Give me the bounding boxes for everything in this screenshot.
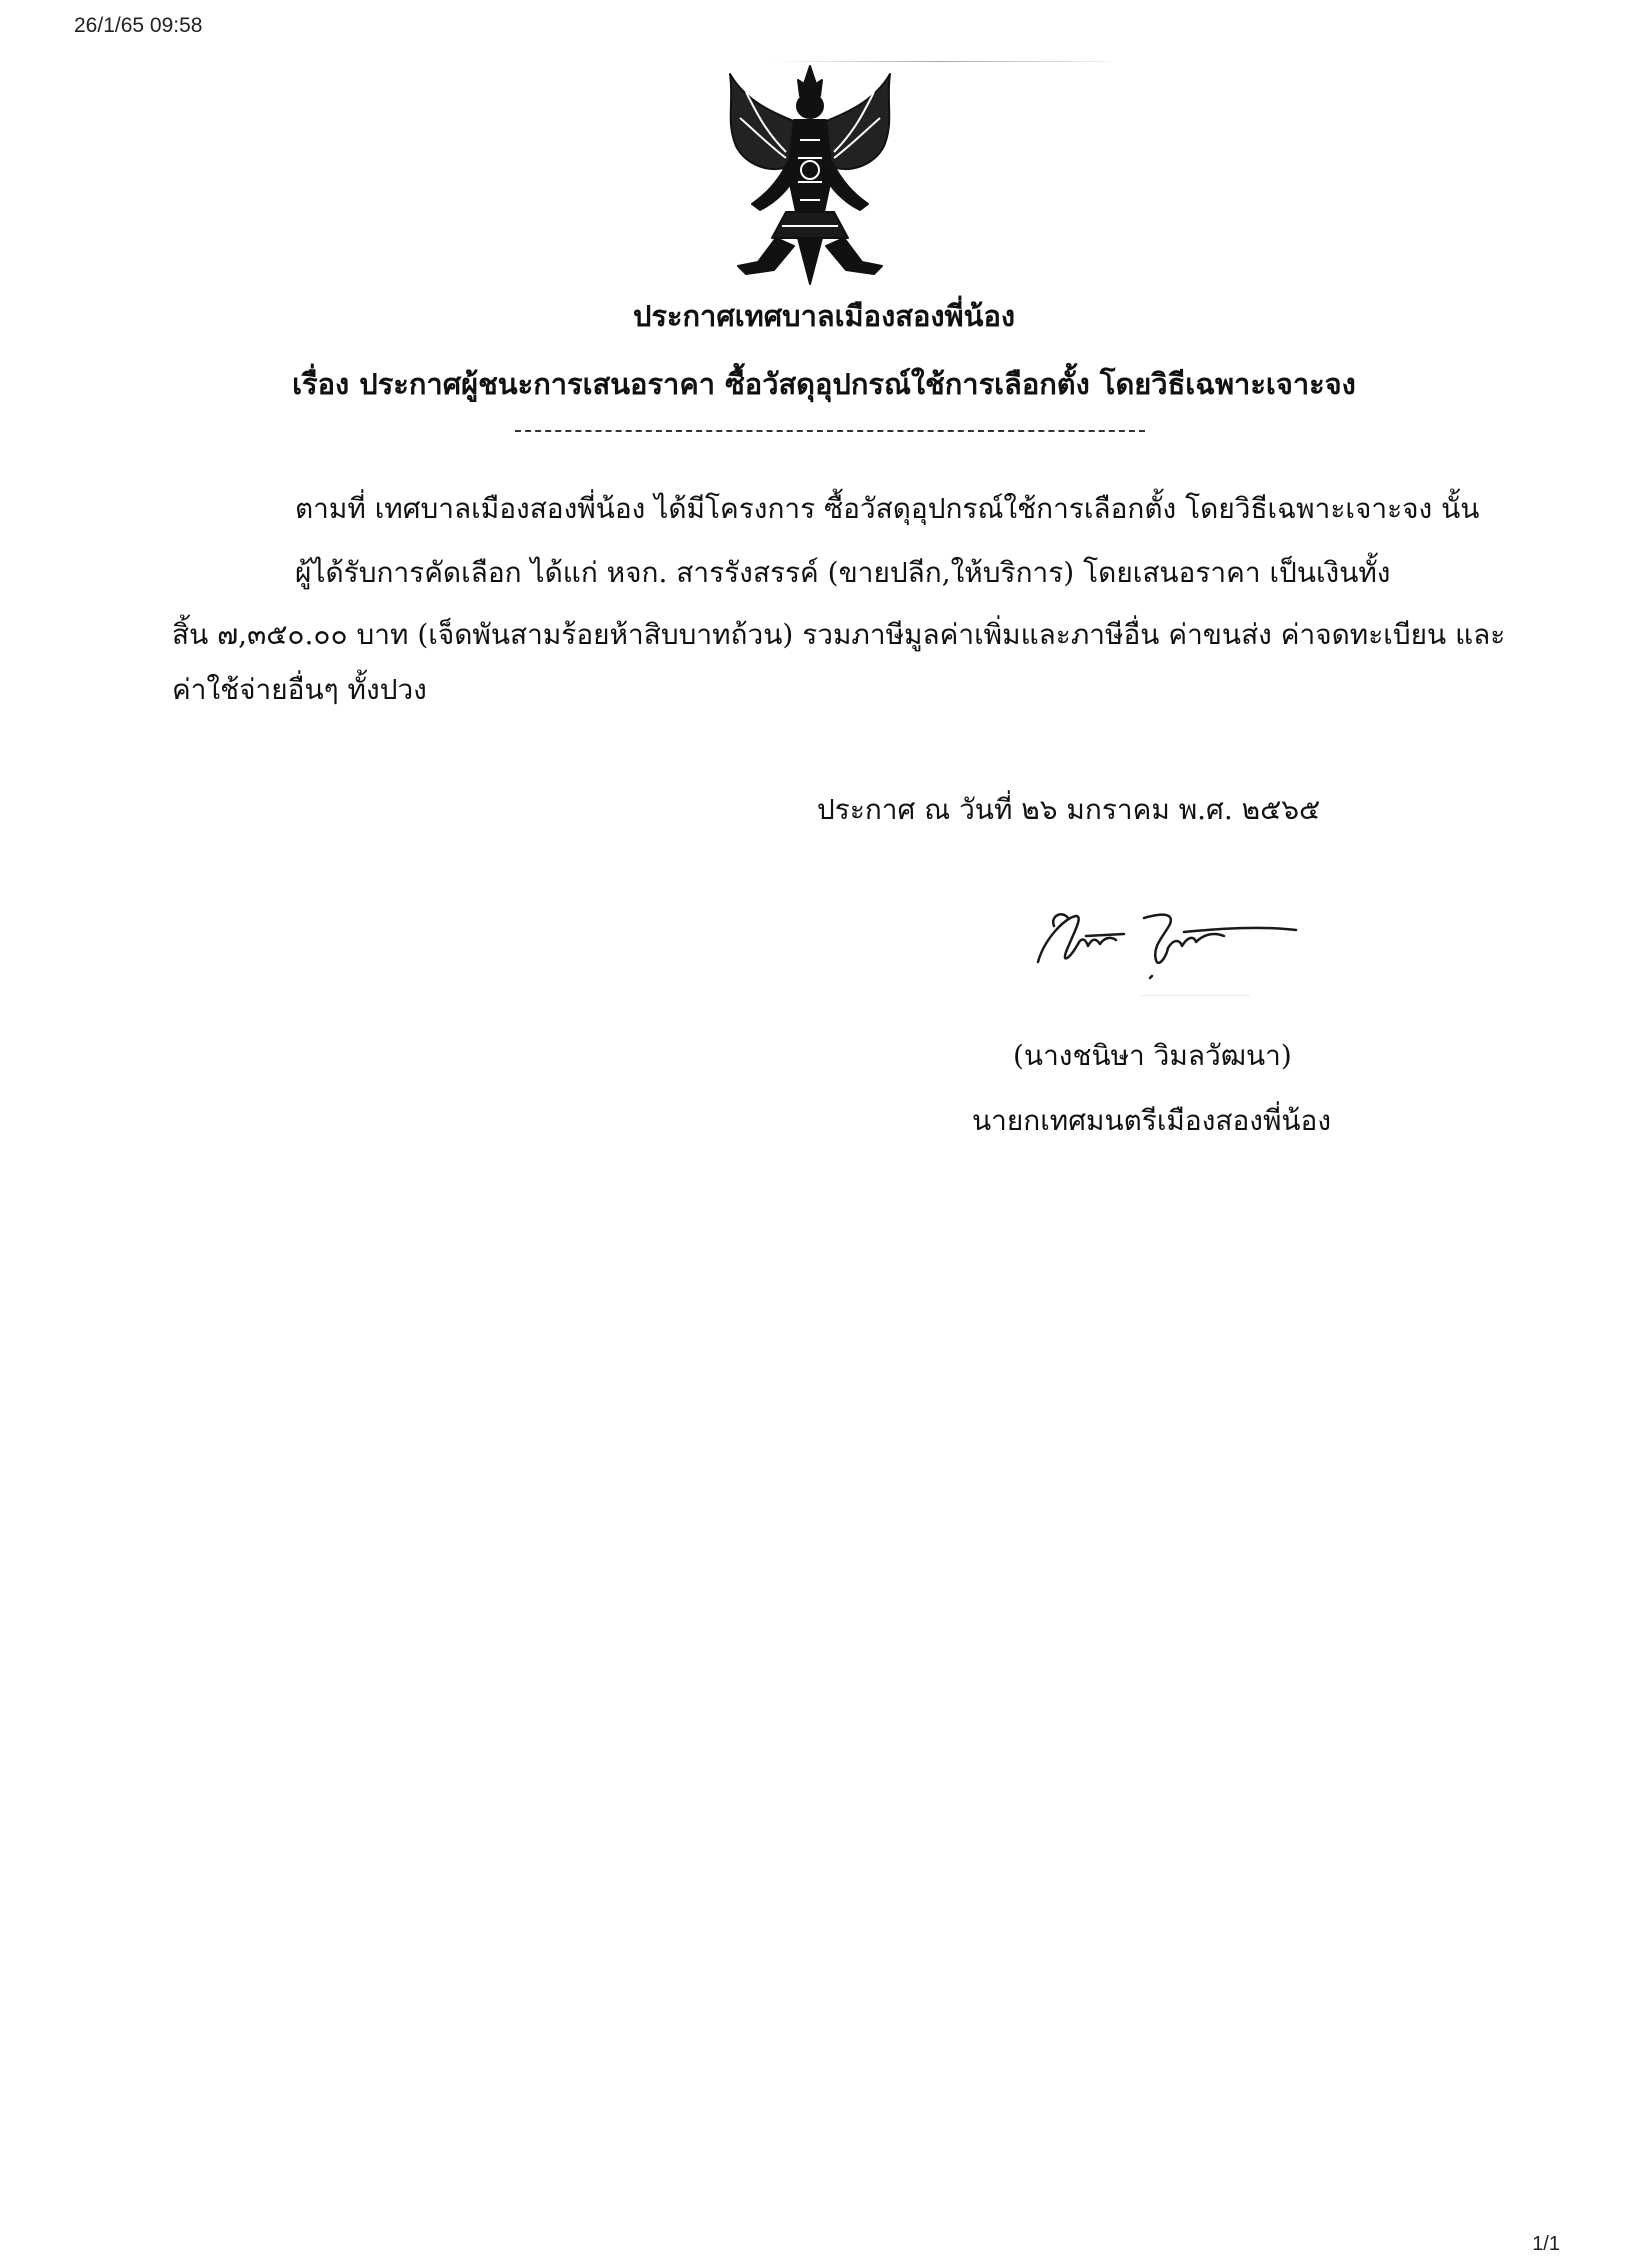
- body-line-4: ค่าใช้จ่ายอื่นๆ ทั้งปวง: [172, 673, 427, 706]
- garuda-emblem-icon: [716, 62, 904, 286]
- signer-position: นายกเทศมนตรีเมืองสองพี่น้อง: [972, 1104, 1332, 1137]
- signer-name: (นางชนิษา วิมลวัฒนา): [1013, 1039, 1292, 1072]
- dashed-separator: [515, 430, 1145, 432]
- body-line-2: ผู้ได้รับการคัดเลือก ได้แก่ หจก. สารรังสรรค์ (ขายปลีก,ให้บริการ) โดยเสนอราคา เป็นเงินทั้ง: [295, 556, 1391, 589]
- page-number: 1/1: [1532, 2233, 1560, 2255]
- handwritten-signature: [1024, 896, 1304, 986]
- signature-line: [1140, 995, 1250, 996]
- document-title: ประกาศเทศบาลเมืองสองพี่น้อง: [632, 299, 1016, 333]
- announcement-date: ประกาศ ณ วันที่ ๒๖ มกราคม พ.ศ. ๒๕๖๕: [817, 793, 1321, 826]
- print-timestamp: 26/1/65 09:58: [74, 14, 203, 37]
- body-line-3: สิ้น ๗,๓๕๐.๐๐ บาท (เจ็ดพันสามร้อยห้าสิบบาทถ้วน) รวมภาษีมูลค่าเพิ่มและภาษีอื่น ค่าขนส่ง ค่าจดทะเบียน และ: [172, 618, 1506, 651]
- body-line-1: ตามที่ เทศบาลเมืองสองพี่น้อง ได้มีโครงการ ซื้อวัสดุอุปกรณ์ใช้การเลือกตั้ง โดยวิธีเฉพาะเจาะจง นั้น: [295, 492, 1480, 525]
- document-subject: เรื่อง ประกาศผู้ชนะการเสนอราคา ซื้อวัสดุอุปกรณ์ใช้การเลือกตั้ง โดยวิธีเฉพาะเจาะจง: [292, 367, 1356, 401]
